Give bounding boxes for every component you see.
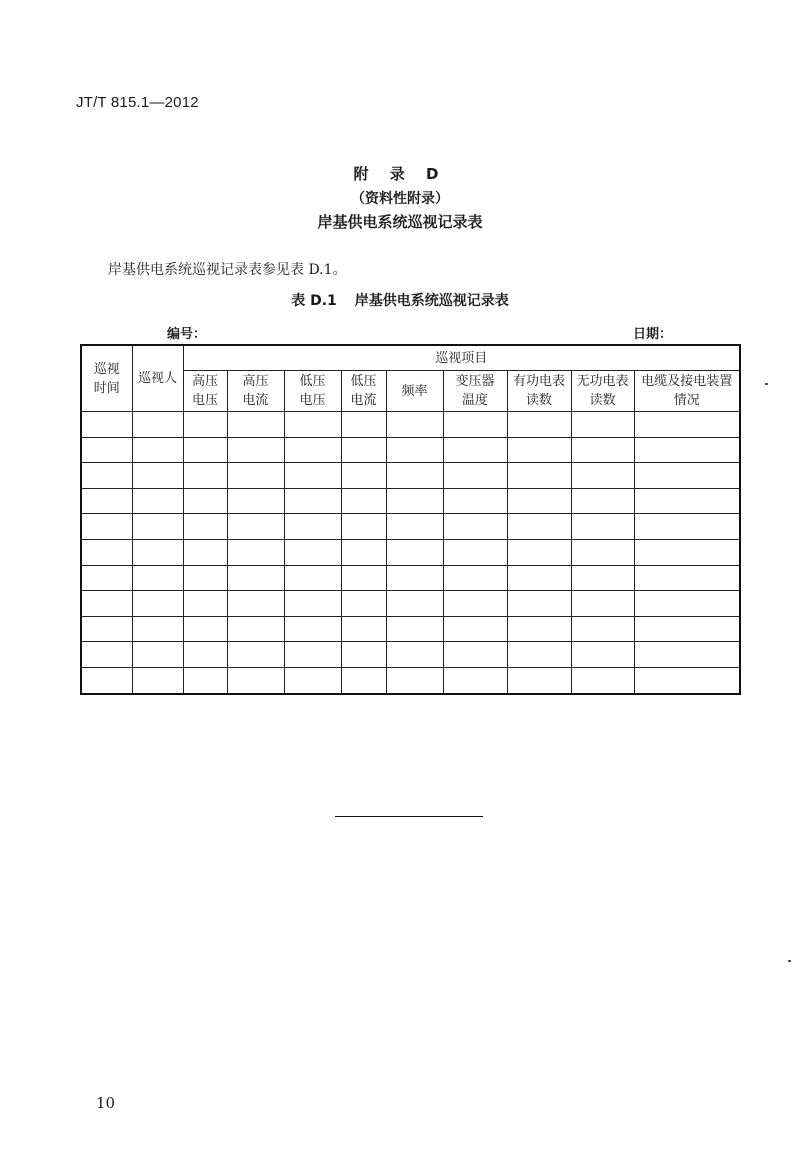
table-cell[interactable] (443, 642, 507, 668)
table-cell[interactable] (386, 667, 443, 693)
header-line: 无功电表 (576, 374, 629, 389)
header-line: 温度 (461, 393, 488, 408)
inspection-record-table (80, 344, 741, 695)
table-cell[interactable] (183, 412, 227, 438)
table-cell[interactable] (284, 437, 341, 463)
table-cell[interactable] (227, 412, 284, 438)
table-cell[interactable] (227, 437, 284, 463)
table-cell[interactable] (634, 616, 740, 642)
table-cell[interactable] (132, 463, 183, 489)
table-cell[interactable] (571, 488, 634, 514)
table-cell[interactable] (227, 463, 284, 489)
header-line: 情况 (673, 393, 700, 408)
table-cell[interactable] (81, 616, 132, 642)
table-cell[interactable] (507, 412, 571, 438)
header-subcolumn (507, 371, 571, 412)
table-row (81, 616, 740, 642)
table-cell[interactable] (507, 591, 571, 617)
table-cell[interactable] (507, 437, 571, 463)
table-body (81, 412, 740, 694)
table-cell[interactable] (386, 539, 443, 565)
table-cell[interactable] (132, 437, 183, 463)
table-row (81, 539, 740, 565)
table-cell[interactable] (183, 437, 227, 463)
header-subcolumn (571, 371, 634, 412)
table-cell[interactable] (227, 616, 284, 642)
header-line: 有功电表 (512, 374, 565, 389)
table-caption-number: 表 D.1 (291, 293, 337, 309)
table-cell[interactable] (341, 514, 386, 540)
table-cell[interactable] (507, 667, 571, 693)
header-line: 变压器 (455, 374, 495, 389)
header-line: 低压 (350, 374, 377, 389)
table-cell[interactable] (132, 565, 183, 591)
appendix-title: 岸基供电系统巡视记录表 (317, 213, 483, 231)
header-inspection-items: 巡视项目 (183, 345, 740, 371)
table-cell[interactable] (284, 514, 341, 540)
table-cell[interactable] (386, 437, 443, 463)
table-cell[interactable] (571, 463, 634, 489)
table-cell[interactable] (634, 539, 740, 565)
end-rule (335, 816, 483, 817)
table-cell[interactable] (227, 488, 284, 514)
date-label: 日期： (633, 327, 673, 342)
table-row (81, 488, 740, 514)
table-cell[interactable] (443, 463, 507, 489)
table-cell[interactable] (341, 488, 386, 514)
table-cell[interactable] (386, 463, 443, 489)
table-cell[interactable] (227, 539, 284, 565)
table-row (81, 642, 740, 668)
table-cell[interactable] (341, 412, 386, 438)
table-cell[interactable] (284, 565, 341, 591)
table-cell[interactable] (227, 565, 284, 591)
header-subcolumn (341, 371, 386, 412)
table-cell[interactable] (284, 591, 341, 617)
table-cell[interactable] (132, 642, 183, 668)
table-cell[interactable] (634, 565, 740, 591)
header-subcolumn (227, 371, 284, 412)
table-cell[interactable] (443, 412, 507, 438)
table-cell[interactable] (81, 539, 132, 565)
table-cell[interactable] (571, 437, 634, 463)
header-line: 低压 (299, 374, 326, 389)
table-cell[interactable] (132, 667, 183, 693)
header-line: 电压 (191, 393, 218, 408)
table-cell[interactable] (227, 667, 284, 693)
scan-speck (788, 960, 791, 962)
table-cell[interactable] (81, 412, 132, 438)
table-row (81, 514, 740, 540)
table-cell[interactable] (386, 412, 443, 438)
header-subcolumn (443, 371, 507, 412)
table-cell[interactable] (386, 565, 443, 591)
table-cell[interactable] (132, 488, 183, 514)
table-caption-title: 岸基供电系统巡视记录表 (354, 293, 509, 309)
table-cell[interactable] (443, 591, 507, 617)
table-cell[interactable] (443, 437, 507, 463)
table-row (81, 591, 740, 617)
table-cell[interactable] (132, 539, 183, 565)
table-cell[interactable] (132, 514, 183, 540)
table-cell[interactable] (81, 565, 132, 591)
table-cell[interactable] (507, 616, 571, 642)
table-cell[interactable] (183, 539, 227, 565)
table-cell[interactable] (634, 488, 740, 514)
table-cell[interactable] (284, 642, 341, 668)
table-cell[interactable] (571, 616, 634, 642)
number-label: 编号： (167, 327, 207, 342)
table-cell[interactable] (386, 591, 443, 617)
table-cell[interactable] (284, 667, 341, 693)
appendix-label: 附 录 D (353, 165, 447, 183)
table-cell[interactable] (183, 642, 227, 668)
table-cell[interactable] (507, 488, 571, 514)
table-cell[interactable] (571, 412, 634, 438)
table-cell[interactable] (341, 539, 386, 565)
header-line: 时间 (93, 380, 120, 396)
table-cell[interactable] (386, 488, 443, 514)
table-cell[interactable] (571, 642, 634, 668)
table-cell[interactable] (341, 616, 386, 642)
header-line: 电压 (299, 393, 326, 408)
table-row (81, 463, 740, 489)
table-cell[interactable] (571, 514, 634, 540)
table-cell[interactable] (132, 591, 183, 617)
intro-paragraph: 岸基供电系统巡视记录表参见表 D.1。 (108, 262, 347, 278)
table-cell[interactable] (386, 642, 443, 668)
table-cell[interactable] (227, 642, 284, 668)
table-cell[interactable] (634, 591, 740, 617)
table-cell[interactable] (571, 667, 634, 693)
table-cell[interactable] (81, 488, 132, 514)
table-cell[interactable] (81, 437, 132, 463)
table-cell[interactable] (81, 463, 132, 489)
table-cell[interactable] (227, 514, 284, 540)
table-cell[interactable] (386, 616, 443, 642)
table-cell[interactable] (183, 463, 227, 489)
table-cell[interactable] (183, 616, 227, 642)
table-cell[interactable] (341, 463, 386, 489)
table-cell[interactable] (634, 463, 740, 489)
table-cell[interactable] (571, 565, 634, 591)
appendix-type: （资料性附录） (351, 191, 449, 207)
table-cell[interactable] (183, 514, 227, 540)
header-subcolumn (284, 371, 341, 412)
table-cell[interactable] (443, 488, 507, 514)
table-cell[interactable] (81, 667, 132, 693)
table-cell[interactable] (183, 488, 227, 514)
table-cell[interactable] (507, 565, 571, 591)
table-cell[interactable] (443, 539, 507, 565)
scan-speck (765, 383, 768, 385)
table-cell[interactable] (443, 565, 507, 591)
table-cell[interactable] (507, 463, 571, 489)
table-cell[interactable] (183, 667, 227, 693)
page-number: 10 (96, 1094, 116, 1112)
table-cell[interactable] (386, 514, 443, 540)
table-cell[interactable] (634, 412, 740, 438)
header-line: 读数 (525, 393, 552, 408)
table-cell[interactable] (284, 616, 341, 642)
table-cell[interactable] (81, 514, 132, 540)
table-cell[interactable] (443, 616, 507, 642)
table-cell[interactable] (507, 539, 571, 565)
table-cell[interactable] (341, 437, 386, 463)
header-line: 巡视 (93, 361, 120, 377)
header-inspector: 巡视人 (132, 345, 183, 412)
table-cell[interactable] (634, 514, 740, 540)
header-line: 电缆及接电装置 (641, 374, 733, 389)
table-cell[interactable] (571, 539, 634, 565)
table-cell[interactable] (132, 412, 183, 438)
table-cell[interactable] (507, 642, 571, 668)
table-cell[interactable] (183, 565, 227, 591)
table-cell[interactable] (634, 437, 740, 463)
table-row (81, 412, 740, 438)
table-row (81, 667, 740, 693)
table-cell[interactable] (634, 642, 740, 668)
header-subcolumn (386, 371, 443, 412)
table-cell[interactable] (284, 488, 341, 514)
table-cell[interactable] (341, 642, 386, 668)
header-subcolumn (634, 371, 740, 412)
table-caption (0, 290, 800, 310)
header-line: 电流 (242, 393, 269, 408)
table-cell[interactable] (507, 514, 571, 540)
table-cell[interactable] (341, 565, 386, 591)
table-cell[interactable] (81, 642, 132, 668)
standard-code: JT/T 815.1—2012 (76, 94, 199, 111)
header-line: 高压 (191, 374, 218, 389)
header-line: 电流 (350, 393, 377, 408)
table-cell[interactable] (443, 667, 507, 693)
table-row (81, 437, 740, 463)
header-line: 读数 (589, 393, 616, 408)
table-cell[interactable] (443, 514, 507, 540)
table-cell[interactable] (183, 591, 227, 617)
table-cell[interactable] (284, 539, 341, 565)
table-cell[interactable] (284, 463, 341, 489)
header-inspection-time (81, 345, 132, 412)
header-subcolumn (183, 371, 227, 412)
table-cell[interactable] (284, 412, 341, 438)
table-cell[interactable] (227, 591, 284, 617)
header-line: 频率 (401, 383, 428, 399)
table-cell[interactable] (81, 591, 132, 617)
header-line: 高压 (242, 374, 269, 389)
table-cell[interactable] (341, 591, 386, 617)
table-cell[interactable] (132, 616, 183, 642)
table-cell[interactable] (341, 667, 386, 693)
table-row (81, 565, 740, 591)
table-cell[interactable] (571, 591, 634, 617)
table-cell[interactable] (634, 667, 740, 693)
